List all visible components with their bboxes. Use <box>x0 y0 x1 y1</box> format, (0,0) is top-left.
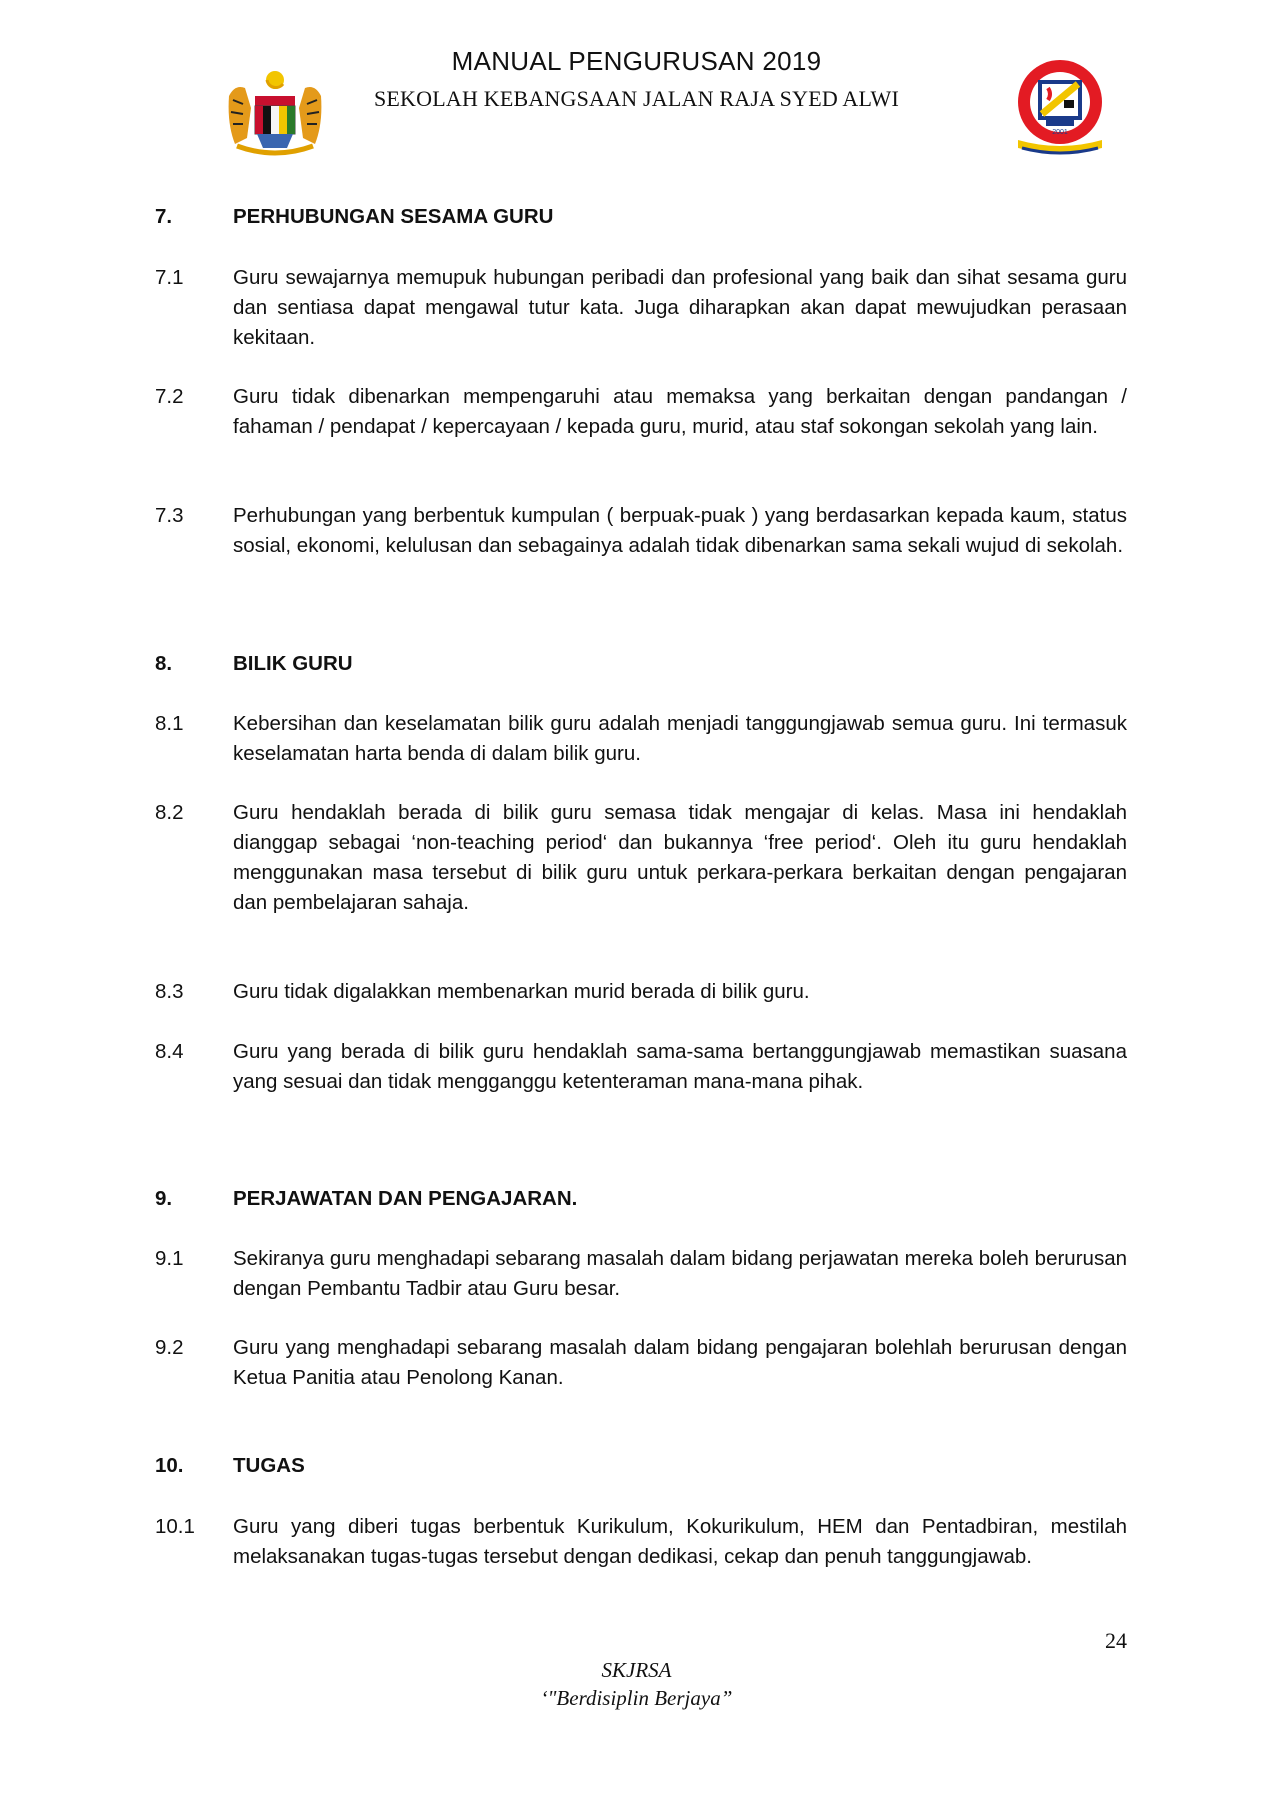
clause-text: Guru hendaklah berada di bilik guru semasa tidak mengajar di kelas. Masa ini hendaklah dianggap sebagai ‘non-teaching period‘ dan bukannya ‘free period‘. Oleh itu guru hendaklah menggunakan masa tersebut di bilik guru untuk perkara-perkara berkaitan dengan pengajaran dan pembelajaran sahaja. <box>233 801 1127 914</box>
clause-number: 9.2 <box>155 1336 184 1359</box>
clause-number: 8.2 <box>155 801 184 824</box>
clause-number: 7.2 <box>155 385 184 408</box>
clause-number: 7.1 <box>155 266 184 289</box>
school-badge-logo <box>1008 58 1112 158</box>
clause-number: 8.4 <box>155 1040 184 1063</box>
section-title: PERHUBUNGAN SESAMA GURU <box>233 205 554 228</box>
clause-text: Kebersihan dan keselamatan bilik guru adalah menjadi tanggungjawab semua guru. Ini termasuk keselamatan harta benda di dalam bilik guru. <box>233 712 1127 765</box>
section-number: 8. <box>155 652 173 675</box>
section-title: PERJAWATAN DAN PENGAJARAN. <box>233 1187 578 1210</box>
document-title: MANUAL PENGURUSAN 2019 <box>451 46 822 76</box>
school-name: SEKOLAH KEBANGSAAN JALAN RAJA SYED ALWI <box>373 86 899 111</box>
section-number: 10. <box>155 1454 184 1477</box>
clause-text: Sekiranya guru menghadapi sebarang masalah dalam bidang perjawatan mereka boleh berurusan dengan Pembantu Tadbir atau Guru besar. <box>233 1247 1127 1300</box>
svg-text:2001: 2001 <box>1052 129 1068 136</box>
section-title: BILIK GURU <box>233 652 353 675</box>
clause-text: Guru yang diberi tugas berbentuk Kurikulum, Kokurikulum, HEM dan Pentadbiran, mestilah melaksanakan tugas-tugas tersebut dengan dedikasi, cekap dan penuh tanggungjawab. <box>233 1515 1127 1568</box>
section-title: TUGAS <box>233 1454 305 1477</box>
clause-text: Perhubungan yang berbentuk kumpulan ( berpuak-puak ) yang berdasarkan kepada kaum, status sosial, ekonomi, kelulusan dan sebagainya adalah tidak dibenarkan sama sekali wujud di sekolah. <box>233 504 1127 557</box>
clause-number: 8.3 <box>155 980 184 1003</box>
clause-text: Guru yang menghadapi sebarang masalah dalam bidang pengajaran bolehlah berurusan dengan Ketua Panitia atau Penolong Kanan. <box>233 1336 1127 1389</box>
section-number: 9. <box>155 1187 173 1210</box>
clause-number: 7.3 <box>155 504 184 527</box>
footer-motto: ‘"Berdisiplin Berjaya” <box>540 1686 733 1710</box>
clause-number: 10.1 <box>155 1515 195 1538</box>
clause-text: Guru sewajarnya memupuk hubungan peribadi dan profesional yang baik dan sihat sesama guru dan sentiasa dapat mengawal tutur kata. Juga diharapkan akan dapat mewujudkan perasaan kekitaan. <box>233 266 1127 349</box>
clause-text: Guru yang berada di bilik guru hendaklah sama-sama bertanggungjawab memastikan suasana yang sesuai dan tidak mengganggu ketenteraman mana-mana pihak. <box>233 1040 1127 1093</box>
section-number: 7. <box>155 205 173 228</box>
footer-school-abbr: SKJRSA <box>601 1658 672 1682</box>
malaysia-crest-logo <box>223 66 327 158</box>
clause-text: Guru tidak dibenarkan mempengaruhi atau memaksa yang berkaitan dengan pandangan / fahaman / pendapat / kepercayaan / kepada guru, murid, atau staf sokongan sekolah yang lain. <box>233 385 1127 438</box>
clause-number: 9.1 <box>155 1247 184 1270</box>
page-number: 24 <box>1105 1628 1127 1653</box>
clause-text: Guru tidak digalakkan membenarkan murid berada di bilik guru. <box>233 980 810 1003</box>
clause-number: 8.1 <box>155 712 184 735</box>
